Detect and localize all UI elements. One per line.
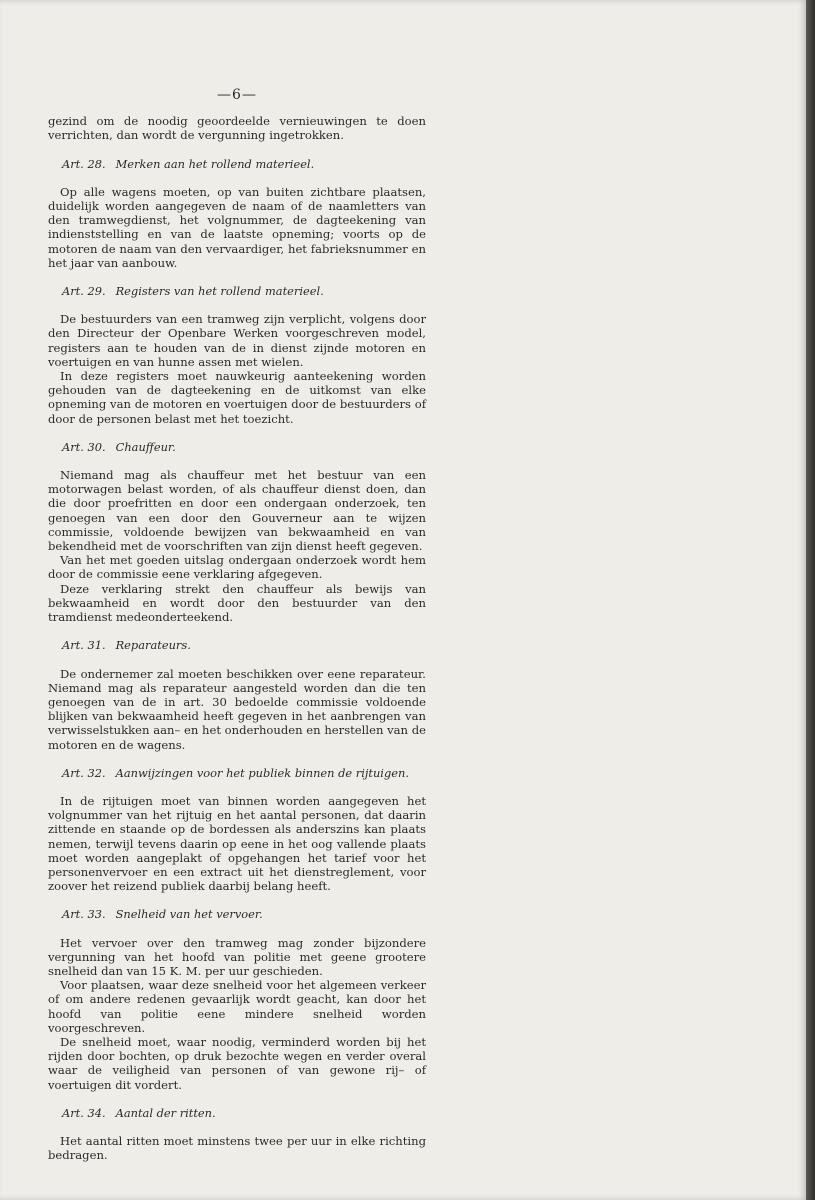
page-content [48, 88, 426, 1162]
article-title: Merken aan het rollend materieel. [115, 156, 315, 171]
article-heading [62, 907, 426, 921]
page-number: —6— [217, 87, 257, 103]
article-number: Art. 34. [62, 1105, 106, 1120]
article-number: Art. 30. [62, 439, 106, 454]
article-heading [62, 1106, 426, 1120]
article-paragraph: Van het met goeden uitslag ondergaan onderzoek wordt hem door de commissie eene verklaring afgegeven. [48, 553, 426, 582]
article-paragraph: Op alle wagens moeten, op van buiten zichtbare plaatsen, duidelijk worden aangegeven de naam of de naamletters van den tramwegdienst, het volgnummer, de dagteekening van indienststelling en van de laatste opneming; voorts op de motoren de naam van den vervaardiger, het fabrieksnummer en het jaar van aanbouw. [48, 184, 426, 270]
article-number: Art. 32. [62, 765, 106, 780]
article-paragraph: In deze registers moet nauwkeurig aanteekening worden gehouden van de dagteekening en de uitkomst van elke opneming van de motoren en voertuigen door de bestuurders of door de personen belast met het toezicht. [48, 369, 426, 426]
article-number: Art. 28. [62, 156, 106, 171]
article-paragraph: Voor plaatsen, waar deze snelheid voor het algemeen verkeer of om andere redenen gevaarlijk wordt geacht, kan door het hoofd van politie eene mindere snelheid worden voorgeschreven. [48, 978, 426, 1035]
intro-paragraph: gezind om de noodig geoordeelde vernieuwingen te doen verrichten, dan wordt de vergunning ingetrokken. [48, 114, 426, 143]
article-paragraph: Het vervoer over den tramweg mag zonder bijzondere vergunning van het hoofd van politie met geene grootere snelheid dan van 15 K. M. per uur geschieden. [48, 935, 426, 978]
article-heading [62, 766, 426, 780]
article-paragraph: De ondernemer zal moeten beschikken over eene reparateur. Niemand mag als reparateur aangesteld worden dan die ten genoegen van de in art. 30 bedoelde commissie voldoende blijken van bekwaamheid heeft gegeven in het aanbrengen van verwisselstukken aan– en het onderhouden en herstellen van de motoren en de wagens. [48, 666, 426, 752]
article-title: Snelheid van het vervoer. [115, 907, 263, 922]
article-paragraph: De bestuurders van een tramweg zijn verplicht, volgens door den Directeur der Openbare Werken voorgeschreven model, registers aan te houden van de in dienst zijnde motoren en voertuigen en van hunne assen met wielen. [48, 312, 426, 369]
article-number: Art. 33. [62, 907, 106, 922]
page-edge [806, 0, 815, 1200]
article-paragraph: Deze verklaring strekt den chauffeur als bewijs van bekwaamheid en wordt door den bestuurder van den tramdienst medeonderteekend. [48, 581, 426, 625]
article-title: Reparateurs. [115, 638, 191, 653]
article-title: Registers van het rollend materieel. [115, 284, 324, 299]
article-paragraph: Niemand mag als chauffeur met het bestuur van een motorwagen belast worden, of als chauffeur dienst doen, dan die door proefritten en door een ondergaan onderzoek, ten genoegen van een door den Gouverneur aan te wijzen commissie, voldoende bewijzen van bekwaamheid en van bekendheid met de voorschriften van zijn dienst heeft gegeven. [48, 468, 426, 554]
articles-list [48, 157, 426, 1163]
article-title: Aantal der ritten. [115, 1105, 216, 1120]
article-number: Art. 31. [62, 638, 106, 653]
article-paragraph: In de rijtuigen moet van binnen worden aangegeven het volgnummer van het rijtuig en het aantal personen, dat daarin zittende en staande op de bordessen als anderszins kan plaats nemen, terwijl tevens daarin op eene in het oog vallende plaats moet worden aangeplakt of opgehangen het tarief voor het personenvervoer en een extract uit het dienstreglement, voor zoover het reizend publiek daarbij belang heeft. [48, 793, 426, 894]
article-title: Aanwijzingen voor het publiek binnen de rijtuigen. [115, 765, 409, 780]
article-paragraph: Het aantal ritten moet minstens twee per uur in elke richting bedragen. [48, 1133, 426, 1163]
article-heading [62, 440, 426, 454]
article-number: Art. 29. [62, 284, 106, 299]
article-heading [62, 284, 426, 298]
article-heading [62, 157, 426, 171]
article-title: Chauffeur. [115, 439, 176, 454]
article-heading [62, 638, 426, 652]
article-paragraph: De snelheid moet, waar noodig, verminderd worden bij het rijden door bochten, op druk bezochte wegen en verder overal waar de veiligheid van personen of van gewone rij– of voertuigen dit vordert. [48, 1034, 426, 1092]
